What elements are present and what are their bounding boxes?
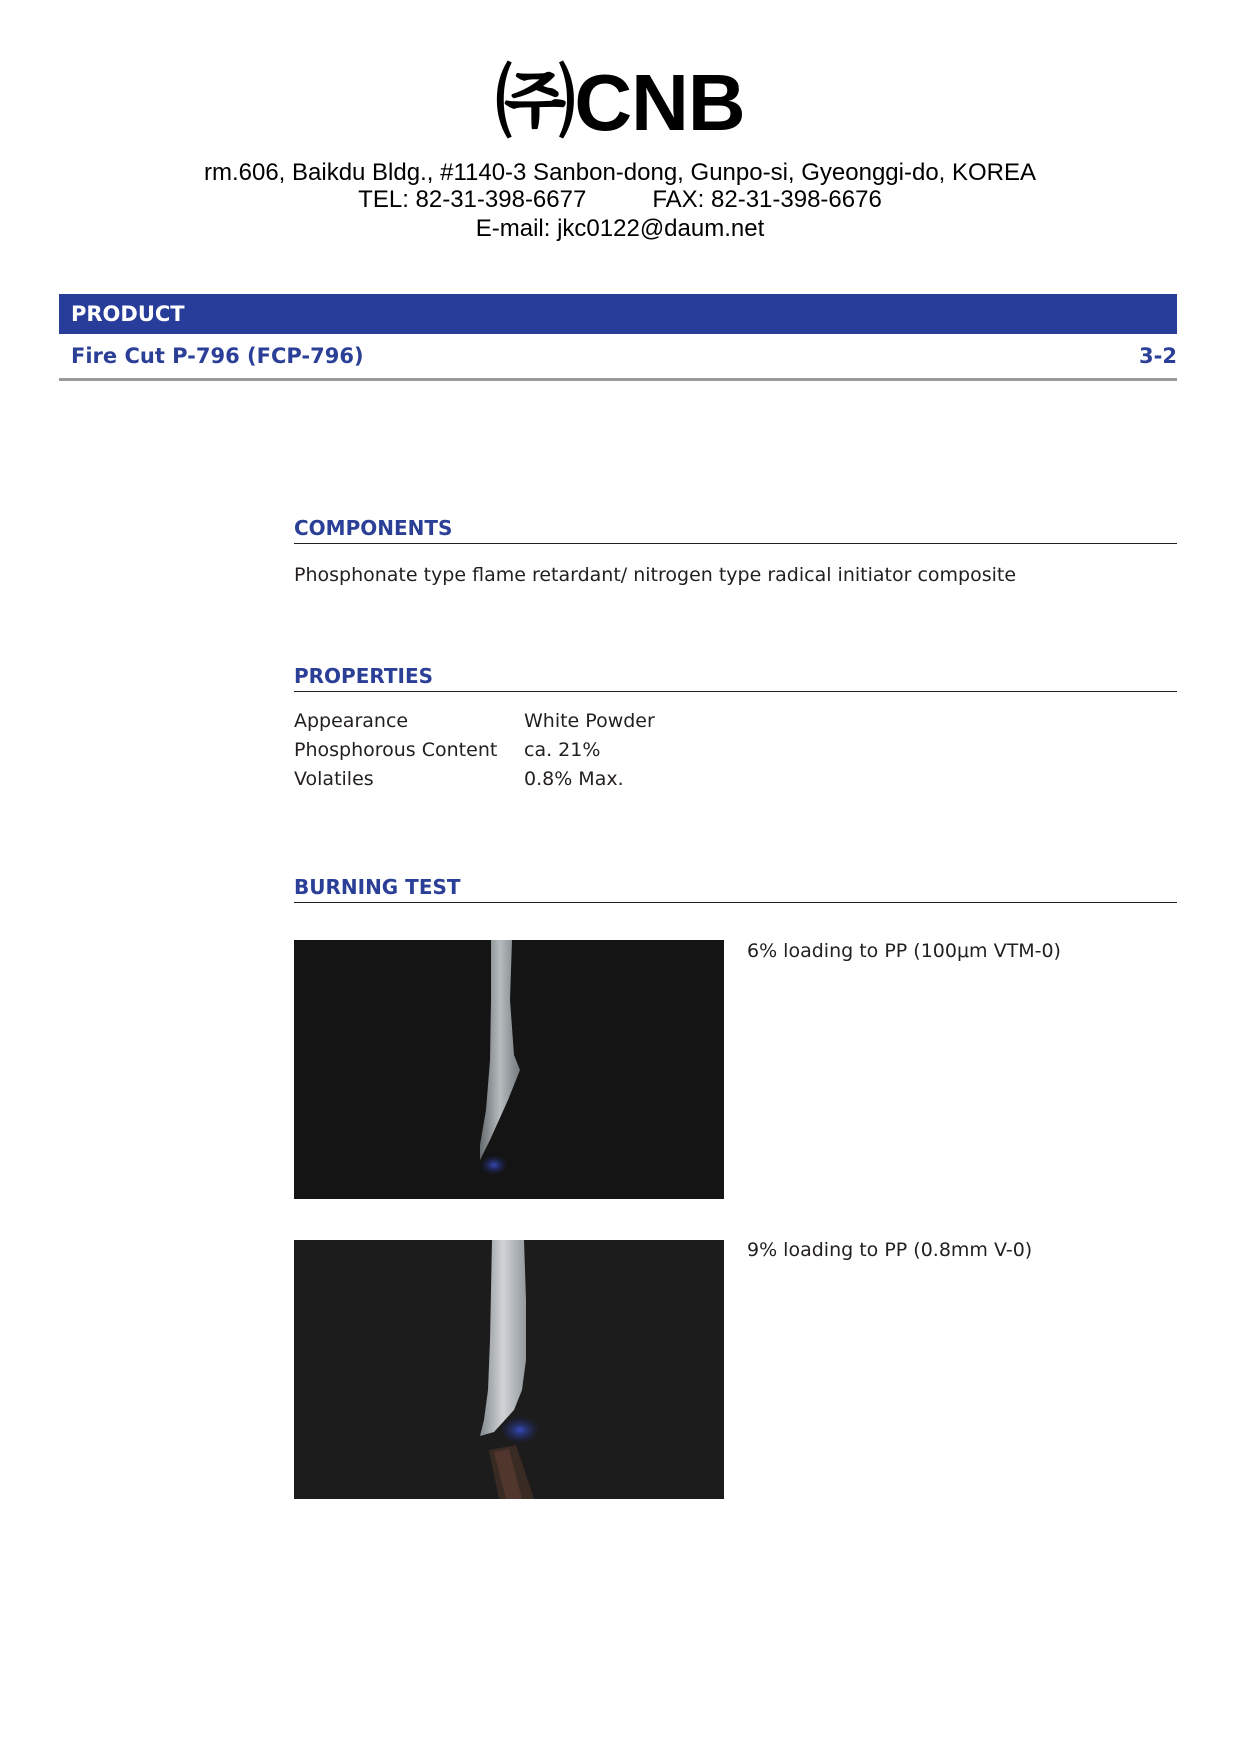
company-logo: ㈜CNB <box>495 58 745 147</box>
company-fax: FAX: 82-31-398-6676 <box>652 186 882 213</box>
company-email: E-mail: jkc0122@daum.net <box>475 215 765 242</box>
property-value: White Powder <box>524 710 655 732</box>
property-key: Volatiles <box>294 768 374 790</box>
company-phone-line <box>0 186 1240 214</box>
property-value: ca. 21% <box>524 739 601 761</box>
property-row <box>294 707 1177 736</box>
product-heading-bar: PRODUCT <box>59 294 1177 334</box>
property-value: 0.8% Max. <box>524 768 624 790</box>
property-row <box>294 736 1177 765</box>
components-text: Phosphonate type flame retardant/ nitrogen type radical initiator composite <box>294 564 1017 586</box>
components-section <box>294 515 1177 590</box>
property-key: Phosphorous Content <box>294 739 498 761</box>
properties-table <box>294 707 1177 794</box>
product-name: Fire Cut P-796 (FCP-796) <box>71 344 364 368</box>
burning-test-photo-1 <box>294 940 724 1199</box>
burning-test-heading: BURNING TEST <box>294 874 1177 903</box>
company-address: rm.606, Baikdu Bldg., #1140-3 Sanbon-dong, Gunpo-si, Gyeonggi-do, KOREA <box>203 159 1037 186</box>
product-title-row <box>59 336 1177 381</box>
product-code: 3-2 <box>1139 344 1177 368</box>
burning-test-caption-2: 9% loading to PP (0.8mm V-0) <box>747 1239 1033 1261</box>
burning-test-section <box>294 874 1177 903</box>
properties-section <box>294 663 1177 794</box>
property-key: Appearance <box>294 710 409 732</box>
burning-test-caption-1: 6% loading to PP (100μm VTM-0) <box>747 940 1061 962</box>
properties-heading: PROPERTIES <box>294 663 1177 692</box>
burning-test-photo-2 <box>294 1240 724 1499</box>
property-row <box>294 765 1177 794</box>
components-heading: COMPONENTS <box>294 515 1177 544</box>
company-tel: TEL: 82-31-398-6677 <box>358 186 587 213</box>
